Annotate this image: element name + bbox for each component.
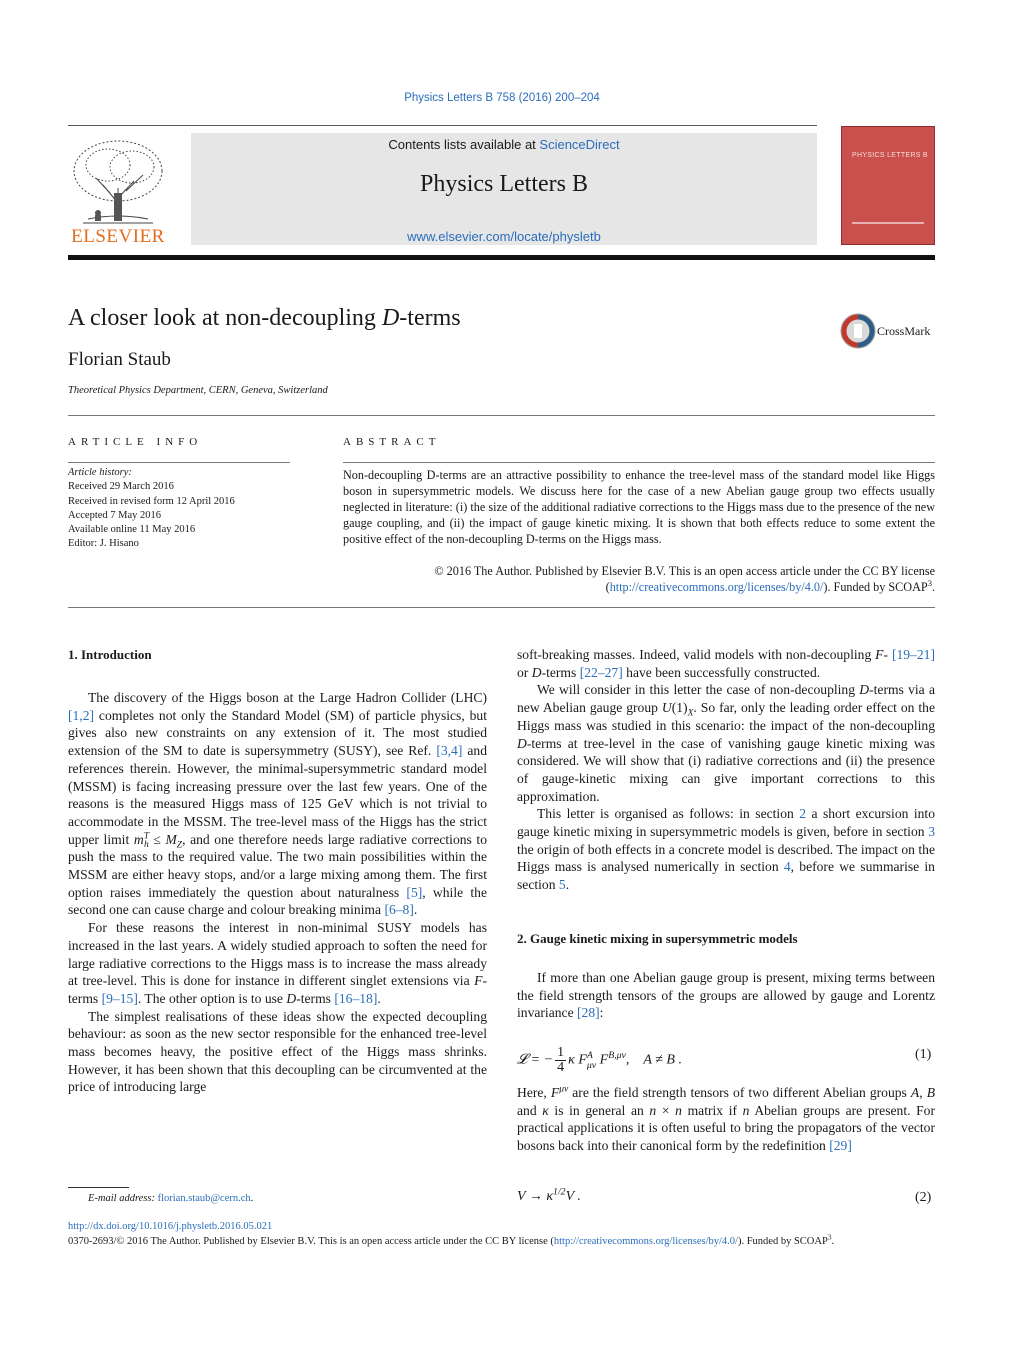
history-title: Article history: [68,467,132,478]
license-footer-link[interactable]: http://creativecommons.org/licenses/by/4.0/ [553,1236,738,1247]
intro-paragraph-3: The simplest realisations of these ideas show the expected decoupling behaviour: as soon as the new sector responsible for the enhanced tree-level mass becomes heavy, the positive effect of the Higgs mass shrinks. However, it has been shown that this decoupling can be circumvented at the price of introducing large [68,1008,487,1095]
email-label: E-mail address: [88,1193,155,1204]
equation-2-number: (2) [915,1190,932,1205]
abstract-rule [343,462,935,463]
top-rule [68,125,817,126]
citation-22-27[interactable]: [22–27] [579,664,623,680]
license-link[interactable]: http://creativecommons.org/licenses/by/4.0/ [609,580,824,594]
license-footer: 0370-2693/© 2016 The Author. Published by Elsevier B.V. This is an open access article under the CC BY license (http://creativecommons.org/licenses/by/4.0/). Funded by SCOAP$^3$. [68,1232,835,1247]
journal-homepage-link[interactable]: www.elsevier.com/locate/physletb [407,229,601,244]
abstract-text: Non-decoupling D-terms are an attractive possibility to enhance the tree-level mass of the standard model like Higgs boson in supersymmetric models. We discuss here for the case of a new Abelian gauge group two effects usually neglected in literature: (i) the size of the additional radiative corrections to the Higgs mass due to the presence of the new gauge coupling, and (ii) the impact of gauge kinetic mixing. It is shown that both effects reduce to some extent the positive effect of the non-decoupling D-terms on the Higgs mass. [343,468,935,546]
online-date: Available online 11 May 2016 [68,524,196,536]
header-thick-rule [68,255,935,260]
field-strength-explanation: Here, $F^{\mu\nu}$ are the field strength tensors of two different Abelian groups A, B and κ is in general an n × n matrix if n Abelian groups are present. For practical applications it is often useful to bring the propagators of the vector bosons back into their canonical form by the redefinition [29] [517,1084,936,1154]
title-prefix: A closer look at non-decoupling [68,305,382,331]
section-2-paragraph-2 [517,1084,935,1155]
license-end: . [831,1236,835,1247]
copyright-funded: . Funded by SCOAP [827,580,928,594]
title-italic: D [381,305,400,331]
doi-link[interactable]: http://dx.doi.org/10.1016/j.physletb.2016.05.021 [68,1221,273,1232]
citation-1-2[interactable]: [1,2] [68,707,95,723]
elsevier-wordmark: ELSEVIER [71,226,165,247]
citation-29[interactable]: [29] [829,1138,852,1154]
author-name: Florian Staub [68,349,171,370]
intro-paragraph-1: The discovery of the Higgs boson at the Large Hadron Collider (LHC) [1,2] completes not only the Standard Model (SM) of particle physics, but gives also new constraints on any extension of it. The most studied extension of the SM to date is supersymmetry (SUSY), see Ref. [3,4] and references therein. However, the minimal-supersymmetric standard model (MSSM) is facing increasing pressure over the last few years. One of the reasons is the measured Higgs mass of 125 GeV which is not trivial to accommodate in the MSSM. The tree-level mass of the Higgs has the strict upper limit $m^T_h \le M_Z$, and one therefore needs large radiative corrections to push the mass to the required value. The two main possibilities within the MSSM are either heavy stops, and/or a large mixing among them. The first option raises immediately the question about naturalness [5], while the second one can cause charge and colour breaking minima [6–8]. [68,690,488,918]
gauge-mixing-intro: If more than one Abelian gauge group is present, mixing terms between the field strength tensors of the groups are allowed by gauge and Lorentz invariance [28]: [517,970,935,1021]
license-text: 0370-2693/© 2016 The Author. Published by Elsevier B.V. This is an open access article under the CC BY license ( [68,1236,554,1247]
citation-5[interactable]: [5] [406,884,423,900]
cover-decoration [852,222,924,224]
section-ref-4[interactable]: 4 [783,859,791,875]
received-date: Received 29 March 2016 [68,481,174,493]
equation-2: $V \to \kappa^{1/2}V$ . [517,1186,581,1204]
citation-6-8[interactable]: [6–8] [384,902,414,918]
article-info-heading: ARTICLE INFO [68,436,203,448]
intro-paragraph-2: For these reasons the interest in non-minimal SUSY models has increased in the last years. A widely studied approach to soften the need for large radiative corrections to the Higgs mass is to increase the mass already at tree-level. This is done for instance in different singlet extensions via F-terms [9–15]. The other option is to use D-terms [16–18]. [68,920,487,1006]
journal-name: Physics Letters B [420,171,588,197]
equation-1: 𝓛 = − $\frac{1}{4}$ κ $F^A_{\mu\nu}$ $F^{B,\mu\nu}$, A ≠ B . [517,1045,682,1075]
author-affiliation: Theoretical Physics Department, CERN, Geneva, Switzerland [68,385,328,396]
section-2-heading: 2. Gauge kinetic mixing in supersymmetric models [517,931,798,946]
right-column-intro [517,646,935,894]
article-title [68,305,461,332]
citation-16-18[interactable]: [16–18] [334,990,378,1006]
abstract-heading: ABSTRACT [343,436,441,448]
intro-paragraph-5: This letter is organised as follows: in section 2 a short excursion into gauge kinetic mixing in supersymmetric models is given, before in section 3 the origin of both effects in a concrete model is described. The impact on the Higgs mass is analysed numerically in section 4, before we summarise in section 5. [517,806,935,893]
citation-28[interactable]: [28] [577,1005,600,1021]
copyright-text: © 2016 The Author. Published by Elsevier B.V. This is an open access article under the CC BY license [434,564,935,578]
editor: Editor: J. Hisano [68,538,139,550]
section-1-heading: 1. Introduction [68,647,152,662]
accepted-date: Accepted 7 May 2016 [68,509,162,521]
section-2-paragraph-1 [517,969,935,1022]
sciencedirect-link[interactable]: ScienceDirect [539,137,620,152]
citation-9-15[interactable]: [9–15] [101,990,138,1006]
crossmark-icon[interactable] [840,313,876,349]
section-ref-3[interactable]: 3 [928,824,935,840]
intro-paragraph-3-cont: soft-breaking masses. Indeed, valid models with non-decoupling F- [19–21] or D-terms [22–27] have been successfully constructed. [517,647,935,680]
footnote-rule [68,1187,129,1188]
article-info-rule [68,462,290,463]
abstract-copyright: © 2016 The Author. Published by Elsevier B.V. This is an open access article under the CC BY license (http://creativecommons.org/licenses/by/4.0/). Funded by SCOAP$^3$. [434,564,935,594]
equation-1-number: (1) [915,1047,932,1062]
section-ref-2[interactable]: 2 [799,806,807,822]
crossmark-label[interactable]: CrossMark [877,324,931,338]
revised-date: Received in revised form 12 April 2016 [68,495,235,507]
footnote-email: E-mail address: florian.staub@cern.ch. [88,1193,254,1204]
citation-3-4[interactable]: [3,4] [436,743,463,759]
intro-paragraph-4: We will consider in this letter the case of non-decoupling D-terms via a new Abelian gauge group $U(1)_X$. So far, only the leading order effect on the Higgs mass was studied in this scenario: the impact of the non-decoupling D-terms at tree-level in the case of vanishing gauge kinetic mixing was considered. We will show that (i) radiative corrections and (ii) the presence of gauge-kinetic mixing can give important corrections to this approximation. [517,682,936,804]
email-link[interactable]: florian.staub@cern.ch [157,1193,251,1204]
cover-title: PHYSICS LETTERS B [852,152,928,159]
contents-line [191,137,817,152]
left-column-body [68,689,487,1096]
section-ref-5[interactable]: 5 [558,877,566,893]
contents-prefix: Contents lists available at [388,137,540,152]
journal-reference[interactable]: Physics Letters B 758 (2016) 200–204 [404,92,600,104]
license-funded: ). Funded by SCOAP [737,1236,828,1247]
citation-19-21[interactable]: [19–21] [891,647,935,662]
journal-cover-thumbnail[interactable] [841,126,935,245]
article-history [68,466,298,552]
rule-after-affiliation [68,415,935,416]
rule-after-abstract [68,607,935,608]
title-suffix: -terms [399,305,461,331]
